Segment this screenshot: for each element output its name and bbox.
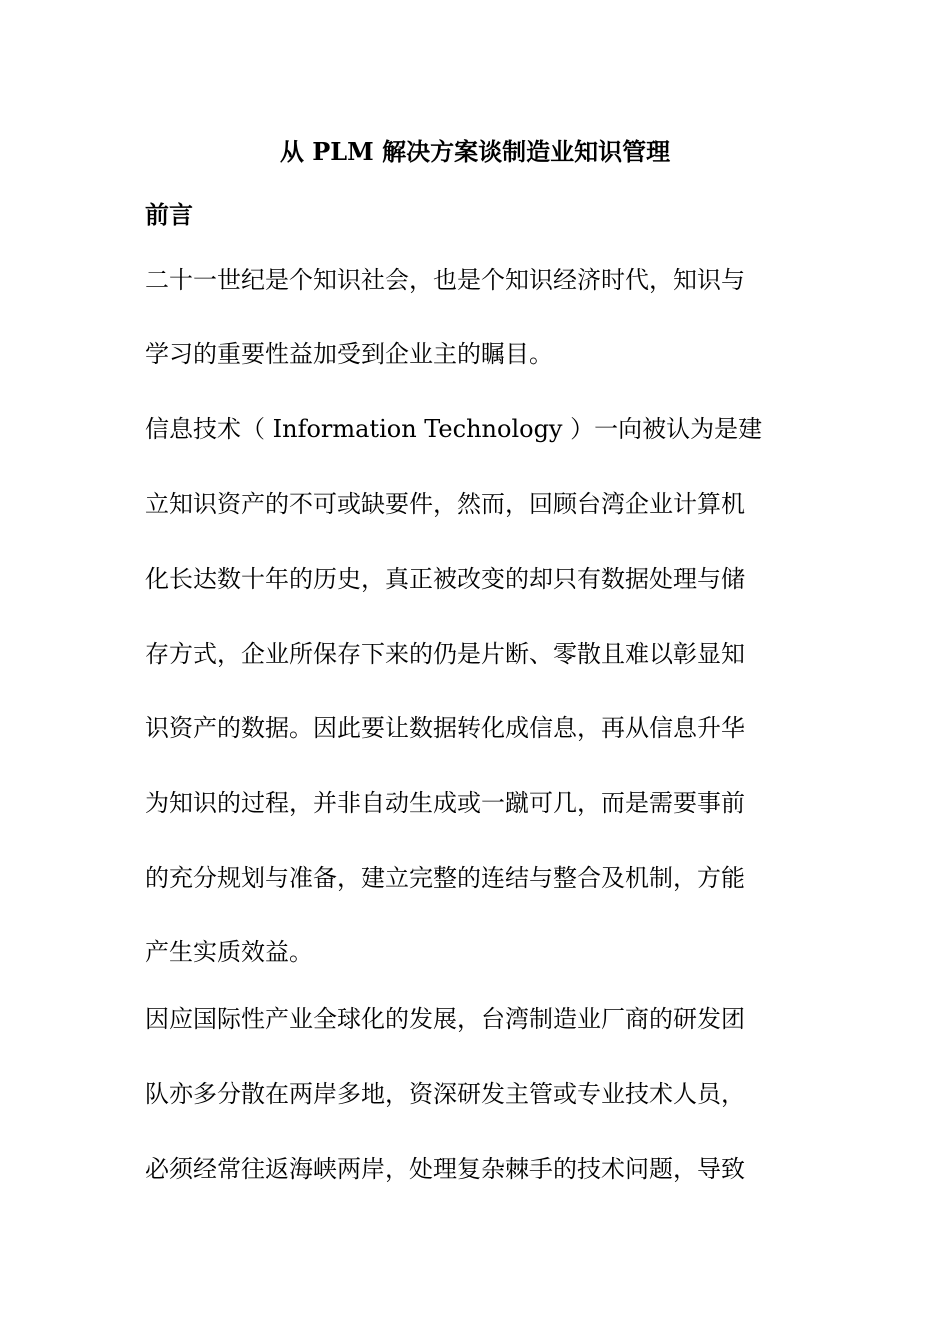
paragraph-line: 信息技术（ Information Technology ）一向被认为是建 — [145, 415, 763, 443]
section-heading: 前言 — [145, 200, 193, 229]
paragraph-line: 必须经常往返海峡两岸，处理复杂棘手的技术问题，导致 — [145, 1155, 745, 1183]
paragraph-line: 队亦多分散在两岸多地，资深研发主管或专业技术人员， — [145, 1080, 745, 1108]
paragraph-line: 化长达数十年的历史，真正被改变的却只有数据处理与储 — [145, 565, 745, 593]
paragraph-line: 因应国际性产业全球化的发展，台湾制造业厂商的研发团 — [145, 1005, 745, 1033]
paragraph-line: 为知识的过程，并非自动生成或一蹴可几，而是需要事前 — [145, 789, 745, 817]
paragraph-line: 立知识资产的不可或缺要件，然而，回顾台湾企业计算机 — [145, 490, 745, 518]
paragraph-line: 二十一世纪是个知识社会，也是个知识经济时代，知识与 — [145, 266, 745, 294]
paragraph-line: 学习的重要性益加受到企业主的瞩目。 — [145, 340, 553, 368]
document-title: 从 PLM 解决方案谈制造业知识管理 — [279, 137, 671, 166]
paragraph-line: 的充分规划与准备，建立完整的连结与整合及机制，方能 — [145, 864, 745, 892]
paragraph-line: 存方式，企业所保存下来的仍是片断、零散且难以彰显知 — [145, 640, 745, 668]
paragraph-line: 识资产的数据。因此要让数据转化成信息，再从信息升华 — [145, 714, 745, 742]
paragraph-line: 产生实质效益。 — [145, 938, 313, 966]
